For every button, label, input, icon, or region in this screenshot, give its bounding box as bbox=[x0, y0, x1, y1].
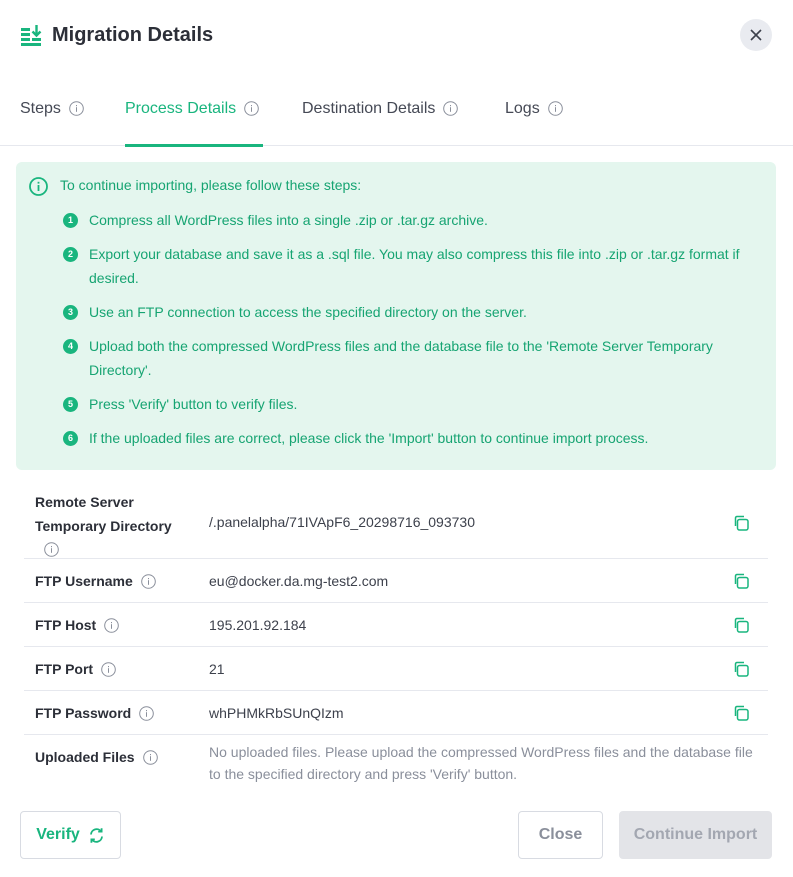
refresh-icon bbox=[88, 827, 105, 844]
ftp-host-value: 195.201.92.184 bbox=[209, 617, 307, 633]
detail-row-uploaded-files bbox=[24, 735, 768, 791]
detail-label-text: FTP Host bbox=[35, 617, 97, 633]
step-item bbox=[63, 334, 763, 382]
info-icon bbox=[141, 574, 156, 589]
detail-label-text: FTP Password bbox=[35, 705, 132, 721]
dialog-title: Migration Details bbox=[52, 24, 214, 46]
tab-label: Process Details bbox=[125, 100, 237, 117]
detail-label bbox=[35, 617, 119, 633]
continue-import-button[interactable]: Continue Import bbox=[619, 811, 772, 859]
detail-label bbox=[35, 490, 185, 557]
info-icon bbox=[244, 101, 259, 116]
instructions-notice bbox=[16, 162, 776, 470]
tab-label: Logs bbox=[505, 100, 540, 117]
info-icon bbox=[143, 750, 158, 765]
info-icon bbox=[548, 101, 563, 116]
notice-heading: To continue importing, please follow these steps: bbox=[60, 177, 362, 193]
detail-label-text: FTP Username bbox=[35, 573, 133, 589]
detail-label bbox=[35, 573, 156, 589]
step-text: Press 'Verify' button to verify files. bbox=[89, 396, 298, 412]
tab-destination-details[interactable] bbox=[302, 86, 458, 146]
step-text: If the uploaded files are correct, please click the 'Import' button to continue import process. bbox=[89, 430, 649, 446]
file-transfer-icon bbox=[20, 24, 42, 48]
step-item bbox=[63, 242, 763, 290]
ftp-password-value: whPHMkRbSUnQIzm bbox=[209, 705, 344, 721]
ftp-port-value: 21 bbox=[209, 661, 225, 677]
tab-process-details[interactable] bbox=[125, 86, 263, 146]
info-icon bbox=[443, 101, 458, 116]
step-text: Compress all WordPress files into a single .zip or .tar.gz archive. bbox=[89, 212, 488, 228]
tab-label: Steps bbox=[20, 100, 61, 117]
tab-label: Destination Details bbox=[302, 100, 436, 117]
detail-row-ftp-password bbox=[24, 691, 768, 735]
info-icon bbox=[139, 706, 154, 721]
detail-label bbox=[35, 705, 154, 721]
step-number: 5 bbox=[63, 397, 78, 412]
detail-label-text: FTP Port bbox=[35, 661, 94, 677]
step-text: Use an FTP connection to access the specified directory on the server. bbox=[89, 304, 527, 320]
detail-row-ftp-username bbox=[24, 559, 768, 603]
info-icon bbox=[44, 542, 59, 557]
tab-logs[interactable] bbox=[505, 86, 563, 146]
detail-row-ftp-port bbox=[24, 647, 768, 691]
copy-icon[interactable] bbox=[732, 514, 750, 532]
step-number: 2 bbox=[63, 247, 78, 262]
dialog-footer bbox=[0, 811, 793, 859]
close-dialog-button[interactable]: Close bbox=[518, 811, 603, 859]
step-item bbox=[63, 300, 763, 324]
close-icon bbox=[750, 29, 762, 41]
ftp-username-value: eu@docker.da.mg-test2.com bbox=[209, 573, 389, 589]
info-icon bbox=[29, 177, 48, 196]
verify-button[interactable] bbox=[20, 811, 121, 859]
step-number: 4 bbox=[63, 339, 78, 354]
detail-label-text: Uploaded Files bbox=[35, 749, 135, 765]
tab-steps[interactable] bbox=[20, 86, 84, 146]
uploaded-files-value: No uploaded files. Please upload the compressed WordPress files and the database file to the specified directory and press 'Verify' button. bbox=[209, 744, 753, 782]
tab-bar bbox=[0, 86, 793, 146]
connection-details bbox=[24, 480, 768, 791]
step-number: 3 bbox=[63, 305, 78, 320]
steps-list bbox=[63, 208, 763, 460]
detail-label-text: Remote Server Temporary Directory bbox=[35, 494, 172, 534]
copy-icon[interactable] bbox=[732, 572, 750, 590]
copy-icon[interactable] bbox=[732, 616, 750, 634]
step-item bbox=[63, 208, 763, 232]
detail-row-remote-directory bbox=[24, 480, 768, 559]
copy-icon[interactable] bbox=[732, 704, 750, 722]
detail-label bbox=[35, 749, 158, 765]
close-button[interactable] bbox=[740, 19, 772, 51]
verify-button-label: Verify bbox=[36, 826, 80, 843]
dialog-header bbox=[0, 0, 793, 70]
step-text: Upload both the compressed WordPress files and the database file to the 'Remote Server Temporary Directory'. bbox=[89, 338, 713, 378]
step-text: Export your database and save it as a .sql file. You may also compress this file into .zip or .tar.gz format if desired. bbox=[89, 246, 740, 286]
step-number: 6 bbox=[63, 431, 78, 446]
info-icon bbox=[104, 618, 119, 633]
step-item bbox=[63, 426, 763, 450]
info-icon bbox=[101, 662, 116, 677]
detail-row-ftp-host bbox=[24, 603, 768, 647]
copy-icon[interactable] bbox=[732, 660, 750, 678]
step-number: 1 bbox=[63, 213, 78, 228]
step-item bbox=[63, 392, 763, 416]
remote-directory-value: /.panelalpha/71IVApF6_20298716_093730 bbox=[209, 514, 475, 530]
info-icon bbox=[69, 101, 84, 116]
detail-label bbox=[35, 661, 116, 677]
